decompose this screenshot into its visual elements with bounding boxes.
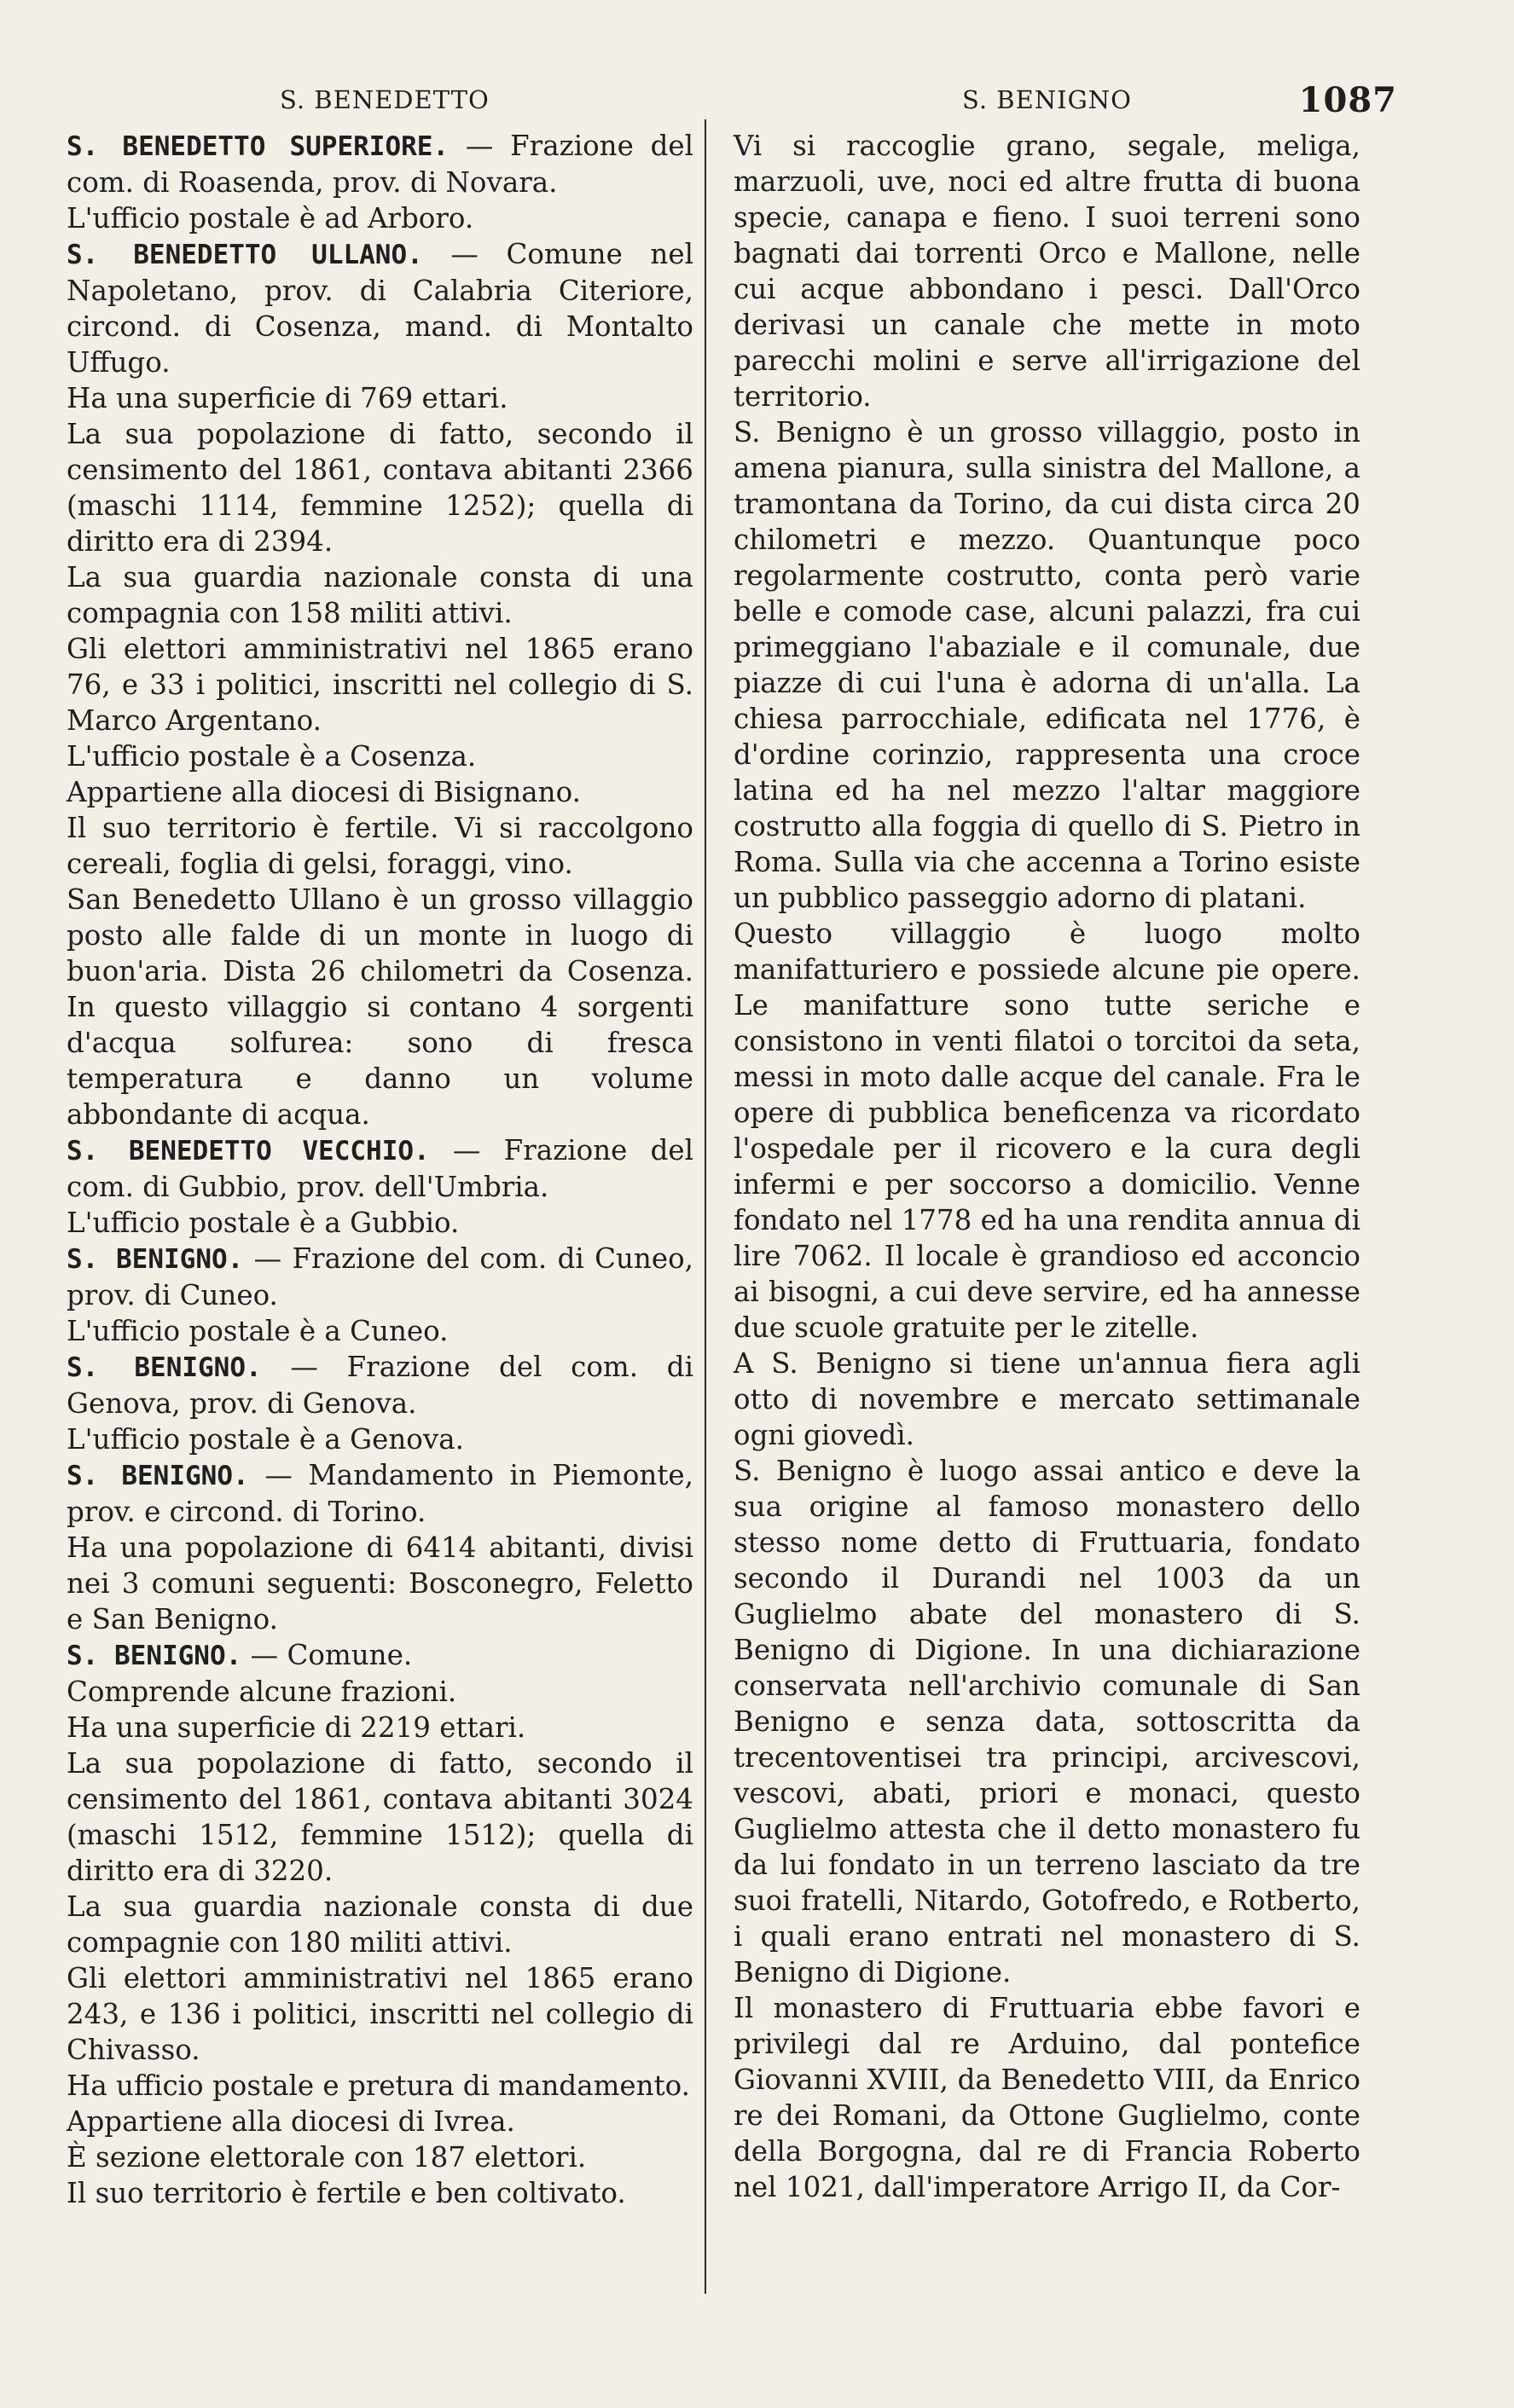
entry-text: Ha ufficio postale e pretura di mandamento. — [67, 2069, 690, 2102]
entry-paragraph — [67, 1241, 693, 1313]
body-paragraph: A S. Benigno si tiene un'annua fiera agli otto di novembre e mercato settimanale ogni giovedì. — [734, 1347, 1360, 1451]
body-paragraph: Questo villaggio è luogo molto manifatturiero e possiede alcune pie opere. Le manifatture sono tutte seriche e consistono in venti filatoi o torcitoi da seta, messi in moto dalle acque del canale. Fra le opere di pubblica beneficenza va ricordato l'ospedale per il ricovero e la cura degli infermi e per soccorso a domicilio. Venne fondato nel 1778 ed ha una rendita annua di lire 7062. Il locale è grandioso ed acconcio ai bisogni, a cui deve servire, ed ha annesse due scuole gratuite per le zitelle. — [734, 917, 1360, 1344]
entry-text: — Mandamento in Piemonte, prov. e circond. di Torino. — [67, 1459, 693, 1528]
entry-text: San Benedetto Ullano è un grosso villaggio posto alle falde di un monte in luogo di buon'aria. Dista 26 chilometri da Cosenza. In questo villaggio si contano 4 sorgenti d'acqua solfurea: sono di fresca temperatura e danno un volume abbondante di acqua. — [67, 883, 693, 1131]
entry-text: — Frazione del com. di Gubbio, prov. dell'Umbria. — [67, 1134, 694, 1203]
entry-text: L'ufficio postale è a Genova. — [67, 1423, 464, 1456]
body-paragraph — [67, 1745, 693, 1889]
entry-text: L'ufficio postale è a Cosenza. — [67, 740, 477, 773]
entry-text: — Frazione del com. di Genova, prov. di Genova. — [67, 1351, 693, 1420]
body-paragraph — [67, 1421, 693, 1457]
entry-text: Ha una superficie di 769 ettari. — [67, 382, 508, 414]
entry-text: Il suo territorio è fertile e ben coltivato. — [67, 2177, 626, 2209]
body-paragraph — [67, 631, 693, 738]
entry-text: — Frazione del com. di Cuneo, prov. di Cuneo. — [67, 1242, 693, 1311]
entry-heading: S. BENIGNO. — [67, 1461, 249, 1491]
body-paragraph — [67, 882, 693, 1132]
body-paragraph — [67, 2068, 693, 2104]
body-paragraph — [67, 2104, 693, 2139]
entry-text: Ha una superficie di 2219 ettari. — [67, 1711, 526, 1744]
entry-text: Appartiene alla diocesi di Bisignano. — [67, 776, 581, 808]
body-paragraph — [67, 559, 693, 631]
left-column — [67, 128, 693, 2211]
body-paragraph — [67, 1205, 693, 1241]
entry-text: — Comune. — [241, 1639, 413, 1671]
body-paragraph — [67, 738, 693, 774]
entry-text: La sua popolazione di fatto, secondo il censimento del 1861, contava abitanti 3024 (maschi 1512, femmine 1512); quella di diritto era di 3220. — [67, 1747, 693, 1887]
entry-text: — Frazione del com. di Roasenda, prov. di Novara. — [67, 130, 694, 199]
body-paragraph — [67, 810, 693, 882]
entry-text: L'ufficio postale è ad Arboro. — [67, 202, 474, 234]
body-paragraph — [67, 416, 693, 559]
body-paragraph — [67, 380, 693, 416]
column-divider — [705, 119, 706, 2294]
body-paragraph: S. Benigno è luogo assai antico e deve la sua origine al famoso monastero dello stesso nome detto di Fruttuaria, fondato secondo il Durandi nel 1003 da un Guglielmo abate del monastero di S. Benigno di Digione. In una dichiarazione conservata nell'archivio comunale di San Benigno e senza data, sottoscritta da trecentoventisei tra principi, arcivescovi, vescovi, abati, priori e monaci, questo Guglielmo attesta che il detto monastero fu da lui fondato in un terreno lasciato da tre suoi fratelli, Nitardo, Gotofredo, e Rotberto, i quali erano entrati nel monastero di S. Benigno di Digione. — [734, 1455, 1360, 1988]
body-paragraph — [67, 2175, 693, 2211]
entry-text: L'ufficio postale è a Gubbio. — [67, 1207, 460, 1239]
entry-heading: S. BENIGNO. — [67, 1641, 242, 1671]
entry-text: Ha una popolazione di 6414 abitanti, divisi nei 3 comuni seguenti: Bosconegro, Feletto e San Benigno. — [67, 1531, 693, 1635]
body-paragraph: Il monastero di Fruttuaria ebbe favori e privilegi dal re Arduino, dal pontefice Giovanni XVIII, da Benedetto VIII, da Enrico re dei Romani, da Ottone Guglielmo, conte della Borgogna, dal re di Francia Roberto nel 1021, dall'imperatore Arrigo II, da Cor- — [734, 1992, 1360, 2203]
entry-heading: S. BENEDETTO SUPERIORE. — [67, 131, 450, 162]
body-paragraph — [67, 1313, 693, 1349]
entry-paragraph — [67, 1457, 693, 1530]
entry-paragraph — [67, 236, 693, 380]
right-running-head: S. BENIGNO — [962, 85, 1132, 114]
left-running-head: S. BENEDETTO — [280, 85, 490, 114]
body-paragraph: S. Benigno è un grosso villaggio, posto in amena pianura, sulla sinistra del Mallone, a tramontana da Torino, da cui dista circa 20 chilometri e mezzo. Quantunque poco regolarmente costrutto, conta però varie belle e comode case, alcuni palazzi, fra cui primeggiano l'abaziale e il comunale, due piazze di cui l'una è adorna di un'alla. La chiesa parrocchiale, edificata nel 1776, è d'ordine corinzio, rappresenta una croce latina ed ha nel mezzo l'altar maggiore costrutto alla foggia di quello di S. Pietro in Roma. Sulla via che accenna a Torino esiste un pubblico passeggio adorno di platani. — [734, 416, 1360, 914]
entry-text: L'ufficio postale è a Cuneo. — [67, 1315, 449, 1347]
right-column — [734, 128, 1360, 2205]
entry-text: Appartiene alla diocesi di Ivrea. — [67, 2105, 515, 2138]
entry-paragraph — [67, 1637, 693, 1674]
entry-text: Gli elettori amministrativi nel 1865 erano 76, e 33 i politici, inscritti nel collegio di S. Marco Argentano. — [67, 633, 693, 737]
body-paragraph — [67, 1889, 693, 1960]
body-paragraph — [67, 774, 693, 810]
entry-heading: S. BENIGNO. — [67, 1352, 262, 1383]
entry-text: È sezione elettorale con 187 elettori. — [67, 2141, 587, 2174]
entry-text: Gli elettori amministrativi nel 1865 erano 243, e 136 i politici, inscritti nel collegio di Chivasso. — [67, 1962, 693, 2066]
entry-heading: S. BENEDETTO VECCHIO. — [67, 1136, 430, 1166]
body-paragraph — [67, 1530, 693, 1637]
entry-heading: S. BENEDETTO ULLANO. — [67, 240, 423, 270]
entry-text: Comprende alcune frazioni. — [67, 1676, 457, 1708]
body-paragraph — [67, 1960, 693, 2068]
body-paragraph — [67, 1674, 693, 1710]
body-paragraph: Vi si raccoglie grano, segale, meliga, marzuoli, uve, noci ed altre frutta di buona specie, canapa e fieno. I suoi terreni sono bagnati dai torrenti Orco e Mallone, nelle cui acque abbondano i pesci. Dall'Orco derivasi un canale che mette in moto parecchi molini e serve all'irrigazione del territorio. — [734, 130, 1360, 413]
entry-paragraph — [67, 1132, 693, 1205]
entry-text: Il suo territorio è fertile. Vi si raccolgono cereali, foglia di gelsi, foraggi, vino. — [67, 812, 693, 880]
body-paragraph — [67, 200, 693, 236]
body-paragraph — [67, 1710, 693, 1745]
entry-text: La sua popolazione di fatto, secondo il censimento del 1861, contava abitanti 2366 (maschi 1114, femmine 1252); quella di diritto era di 2394. — [67, 418, 693, 558]
entry-text: La sua guardia nazionale consta di due compagnie con 180 militi attivi. — [67, 1890, 693, 1959]
entry-heading: S. BENIGNO. — [67, 1244, 244, 1275]
body-paragraph — [67, 2139, 693, 2175]
entry-text: La sua guardia nazionale consta di una compagnia con 158 militi attivi. — [67, 561, 693, 629]
entry-paragraph — [67, 1349, 693, 1421]
page-number: 1087 — [1298, 80, 1397, 120]
entry-text: — Comune nel Napoletano, prov. di Calabria Citeriore, circond. di Cosenza, mand. di Montalto Uffugo. — [67, 238, 693, 379]
entry-paragraph — [67, 128, 693, 200]
